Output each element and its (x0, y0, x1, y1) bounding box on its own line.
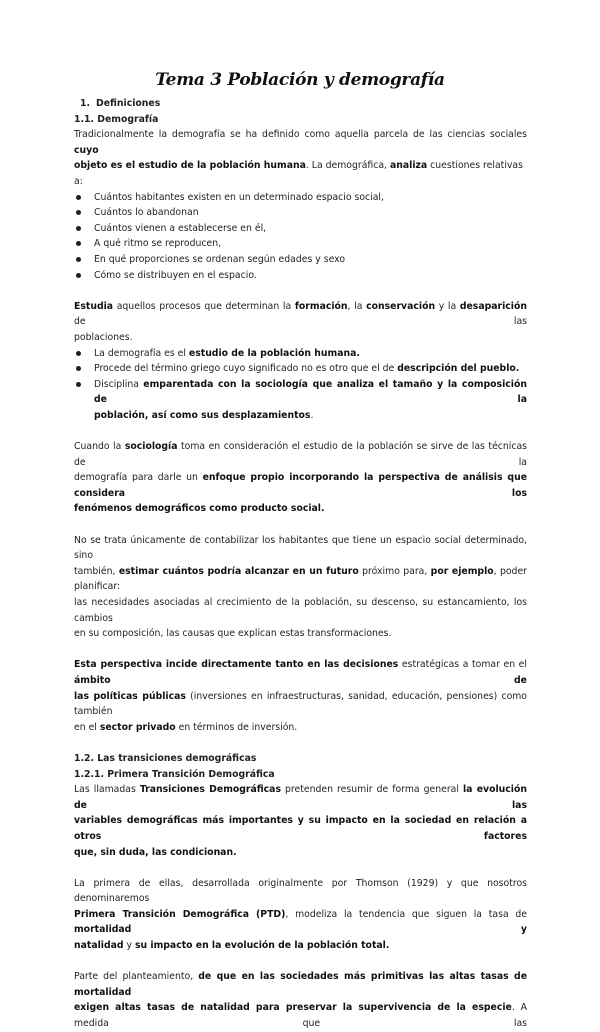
paragraph-transiciones: Las llamadas Transiciones Demográficas pretenden resumir de forma general la evolución de las (74, 784, 527, 811)
subsection-heading-demografia: 1.1. Demografía (74, 113, 159, 125)
paragraph-intro-line: Tradicionalmente la demografía se ha definido como aquella parcela de las ciencias sociales cuyo (74, 129, 527, 156)
bullet-list-definitions (74, 346, 527, 424)
list-item: A qué ritmo se reproducen, (74, 236, 527, 252)
paragraph-contabilizar: No se trata únicamente de contabilizar los habitantes que tiene un espacio social determinado, sino (74, 534, 527, 562)
paragraph-contabilizar: en su composición, las causas que explican estas transformaciones. (74, 628, 392, 640)
bullet-list-questions (74, 190, 527, 284)
paragraph-planteamiento: Parte del planteamiento, de que en las sociedades más primitivas las altas tasas de mortalidad (74, 971, 527, 998)
paragraph-transiciones: que, sin duda, las condicionan. (74, 846, 237, 858)
paragraph-perspectiva: las políticas públicas (inversiones en infraestructuras, sanidad, educación, pensiones) como también (74, 690, 528, 718)
list-item: Cuántos lo abandonan (74, 205, 527, 221)
paragraph-estudia: poblaciones. (74, 331, 133, 343)
paragraph-sociologia: Cuando la sociología toma en consideración el estudio de la población se sirve de las técnicas de la (74, 441, 527, 468)
paragraph-thomson: Primera Transición Demográfica (PTD), modeliza la tendencia que siguen la tasa de mortalidad y (74, 908, 528, 936)
list-item: Cuántos habitantes existen en un determinado espacio social, (74, 190, 527, 206)
paragraph-contabilizar: también, estimar cuántos podría alcanzar en un futuro próximo para, por ejemplo, poder planificar: (74, 565, 527, 593)
paragraph-intro-line: objeto es el estudio de la población humana. La demográfica, analiza cuestiones relativas a: (74, 160, 523, 187)
list-item: Cuántos vienen a establecerse en él, (74, 221, 527, 237)
list-item: Disciplina emparentada con la sociología que analiza el tamaño y la composición de la población, así como sus desplazamientos. (74, 377, 527, 424)
paragraph-sociologia: fenómenos demográficos como producto social. (74, 503, 325, 515)
document-body (74, 96, 527, 1032)
paragraph-perspectiva: Esta perspectiva incide directamente tanto en las decisiones estratégicas a tomar en el ámbito de (74, 659, 527, 686)
paragraph-thomson: natalidad y su impacto en la evolución de la población total. (74, 940, 390, 952)
document-title: Tema 3 Población y demografía (155, 70, 445, 90)
list-item: Procede del término griego cuyo significado no es otro que el de descripción del pueblo. (74, 361, 527, 377)
paragraph-estudia: Estudia aquellos procesos que determinan la formación, la conservación y la desaparición de las (74, 300, 527, 328)
subsection-heading-transiciones: 1.2. Las transiciones demográficas (74, 752, 257, 764)
paragraph-perspectiva: en el sector privado en términos de inversión. (74, 721, 298, 733)
paragraph-contabilizar: las necesidades asociadas al crecimiento de la población, su descenso, su estancamiento, los cambios (74, 597, 527, 624)
list-item: Cómo se distribuyen en el espacio. (74, 268, 527, 284)
section-heading-definiciones: 1. Definiciones (80, 98, 161, 109)
list-item: En qué proporciones se ordenan según edades y sexo (74, 252, 527, 268)
list-item: La demografía es el estudio de la población humana. (74, 346, 527, 362)
paragraph-transiciones: variables demográficas más importantes y su impacto en la sociedad en relación a otros factores (74, 815, 527, 842)
subsection-heading-primera-transicion: 1.2.1. Primera Transición Demográfica (74, 768, 275, 780)
paragraph-sociologia: demografía para darle un enfoque propio incorporando la perspectiva de análisis que considera los (74, 472, 527, 499)
paragraph-planteamiento: exigen altas tasas de natalidad para preservar la supervivencia de la especie. A medida que las (74, 1002, 527, 1030)
paragraph-thomson: La primera de ellas, desarrollada originalmente por Thomson (1929) y que nosotros denominaremos (74, 877, 527, 905)
